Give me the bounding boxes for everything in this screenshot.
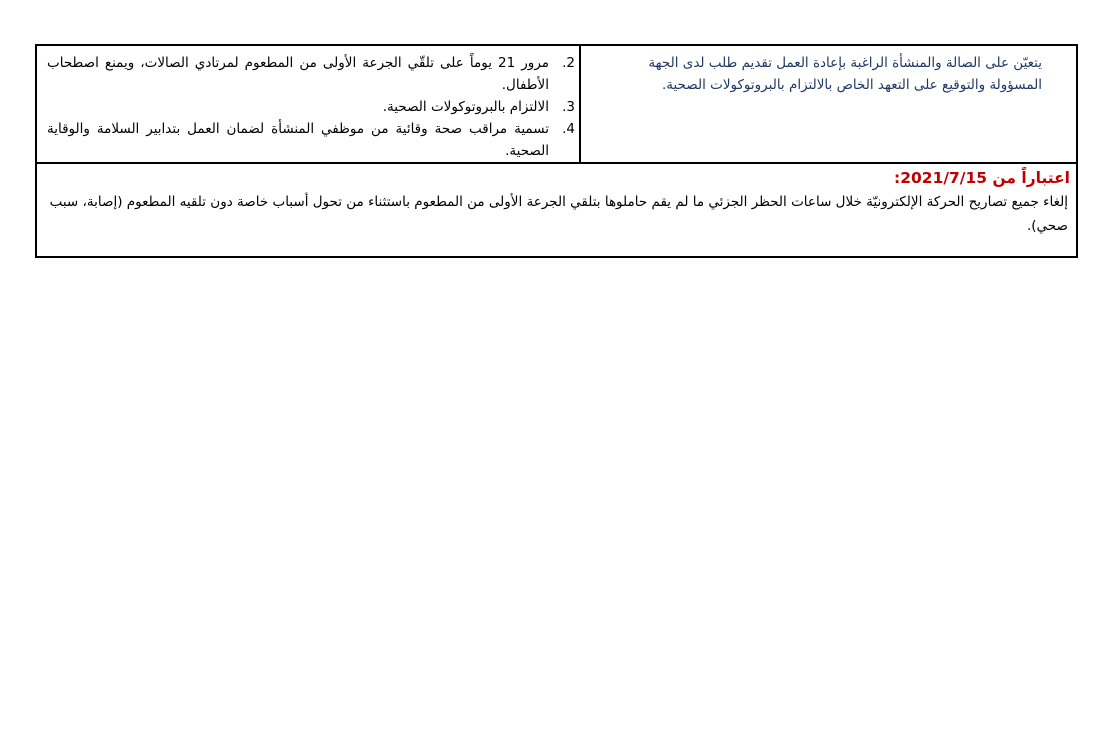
list-item xyxy=(47,52,579,96)
requirement-cell xyxy=(580,45,1077,163)
table-row xyxy=(36,45,1077,163)
section-heading: اعتباراً من 2021/7/15: xyxy=(894,169,1070,187)
list-item-number: 4. xyxy=(562,121,575,137)
conditions-cell xyxy=(36,45,580,163)
requirement-text: يتعيّن على الصالة والمنشأة الراغبة بإعادة العمل تقديم طلب لدى الجهة المسؤولة والتوقيع على التعهد الخاص بالالتزام بالبروتوكولات الصحية. xyxy=(648,55,1042,93)
conditions-list xyxy=(37,46,579,162)
effective-date-cell xyxy=(36,163,1077,257)
list-item xyxy=(47,118,579,162)
list-item xyxy=(47,96,579,118)
section-body: إلغاء جميع تصاريح الحركة الإلكترونيّة خلال ساعات الحظر الجزئي ما لم يقم حاملوها بتلقي الجرعة الأولى من المطعوم باستثناء من تحول أسباب خاصة دون تلقيه المطعوم (إصابة، سبب صحي). xyxy=(49,194,1068,234)
list-item-text: الالتزام بالبروتوكولات الصحية. xyxy=(382,99,549,115)
list-item-number: 3. xyxy=(562,99,575,115)
list-item-text: تسمية مراقب صحة وقائية من موظفي المنشأة لضمان العمل بتدابير السلامة والوقاية الصحية. xyxy=(47,121,549,159)
measures-table xyxy=(35,44,1078,258)
list-item-number: 2. xyxy=(562,55,575,71)
table-row xyxy=(36,163,1077,257)
list-item-text: مرور 21 يوماً على تلقّي الجرعة الأولى من المطعوم لمرتادي الصالات، ويمنع اصطحاب الأطفال. xyxy=(47,55,549,93)
